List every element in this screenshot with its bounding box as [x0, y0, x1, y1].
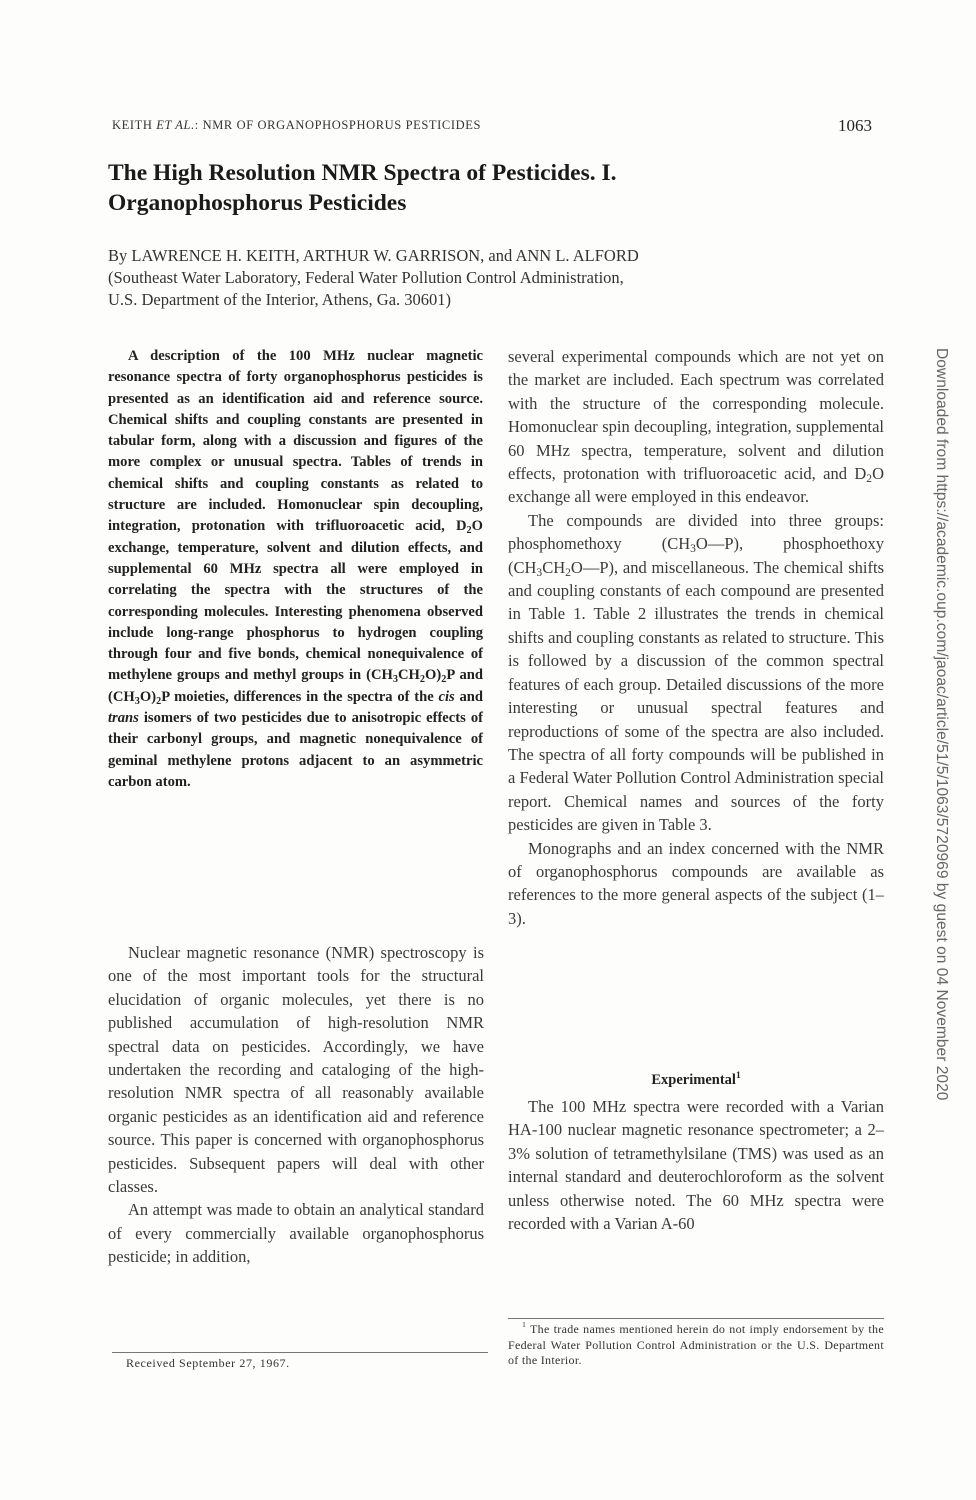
footnote-marker: 1 — [735, 1071, 741, 1081]
footnote — [508, 1322, 884, 1369]
footnote-number: 1 — [522, 1320, 527, 1329]
experimental-heading: Experimental$^1$ — [651, 1071, 741, 1088]
trans-term: trans — [108, 710, 139, 727]
body-paragraph-3: The compounds are divided into three groups: phosphomethoxy $(CH_3O—P)$, phosphoethoxy $(CH_3CH_2O—P)$, and miscellaneous. The chemical shifts and coupling constants of each compound are presented in Table 1. Table 2 illustrates the trends in chemical shifts and coupling constants as related to structure. This is followed by a discussion of the common spectral features of each group. Detailed discussions of the more interesting or unusual spectral features and reproductions of some of the spectra are also included. The spectra of all forty compounds will be published in a Federal Water Pollution Control Administration special report. Chemical names and sources of the forty pesticides are given in Table 3. — [508, 510, 884, 835]
experimental-section — [508, 1095, 884, 1235]
running-head — [112, 118, 481, 133]
body-column-right — [508, 345, 884, 930]
abstract — [108, 346, 483, 793]
running-head-suffix: : NMR OF ORGANOPHOSPHORUS PESTICIDES — [194, 118, 482, 132]
experimental-paragraph-1: The 100 MHz spectra were recorded with a Varian HA-100 nuclear magnetic resonance spectrometer; a 2–3% solution of tetramethylsilane (TMS) was used as an internal standard and deuterochloroform as the solvent unless otherwise noted. The 60 MHz spectra were recorded with a Varian A-60 — [508, 1097, 884, 1234]
author-list: By LAWRENCE H. KEITH, ARTHUR W. GARRISON, and ANN L. ALFORD — [108, 246, 639, 265]
running-head-prefix: KEITH — [112, 118, 157, 132]
page-number: 1063 — [838, 116, 872, 135]
body-paragraph-2: An attempt was made to obtain an analytical standard of every commercially available organophosphorus pesticide; in addition, — [108, 1200, 484, 1267]
title-line-2: Organophosphorus Pesticides — [108, 190, 407, 216]
article-title — [108, 158, 828, 218]
title-line-1: The High Resolution NMR Spectra of Pesticides. I. — [108, 160, 617, 186]
affiliation-line-1: (Southeast Water Laboratory, Federal Water Pollution Control Administration, — [108, 268, 624, 287]
cis-term: cis — [438, 688, 455, 705]
affiliation-line-2: U.S. Department of the Interior, Athens, Ga. 30601) — [108, 290, 452, 309]
download-watermark: Downloaded from https://academic.oup.com/jaoac/article/51/5/1063/5720969 by guest on 04 November 2020 — [933, 348, 950, 1101]
body-paragraph-4: Monographs and an index concerned with the NMR of organophosphorus compounds are available as references to the more general aspects of the subject (1–3). — [508, 838, 884, 928]
footnote-rule-right — [508, 1318, 884, 1319]
running-head-etal: ET AL. — [156, 118, 195, 132]
body-paragraph-2-continued: several experimental compounds which are not yet on the market are included. Each spectrum was correlated with the structure of the corresponding molecule. Homonuclear spin decoupling, integration, supplemental 60 MHz spectra, temperature, solvent and dilution effects, protonation with trifluoroacetic acid, and $D_2O$ exchange all were employed in this endeavor. — [508, 347, 884, 507]
body-column-left — [108, 941, 484, 1269]
footnote-rule-left — [112, 1352, 488, 1353]
byline — [108, 245, 868, 311]
body-paragraph-1: Nuclear magnetic resonance (NMR) spectroscopy is one of the most important tools for the structural elucidation of organic molecules, yet there is no published accumulation of high-resolution NMR spectral data on pesticides. Accordingly, we have undertaken the recording and cataloging of the high-resolution NMR spectra of all reasonably available organic pesticides as an identification aid and reference source. This paper is concerned with organophosphorus pesticides. Subsequent papers will deal with other classes. — [108, 943, 484, 1197]
abstract-paragraph: A description of the 100 MHz nuclear magnetic resonance spectra of forty organophosphorus pesticides is presented as an identification aid and reference source. Chemical shifts and coupling constants are presented in tabular form, along with a discussion and figures of the more complex or unusual spectra. Tables of trends in chemical shifts and coupling constants as related to structure are included. Homonuclear spin decoupling, integration, protonation with trifluoroacetic acid, $D_2O$ exchange, temperature, solvent and dilution effects, and supplemental 60 MHz spectra all were employed in correlating the spectra with the structures of the corresponding molecules. Interesting phenomena observed include long-range phosphorus to hydrogen coupling through four and five bonds, chemical nonequivalence of methylene groups and methyl groups in $(CH_3CH_2O)_2P$ and $(CH_3O)_2P$ moieties, differences in the spectra of the cis and trans isomers of two pesticides due to anisotropic effects of their carbonyl groups, and magnetic nonequivalence of geminal methylene protons adjacent to an asymmetric carbon atom. — [108, 348, 483, 790]
received-date: Received September 27, 1967. — [126, 1356, 290, 1370]
footnote-text: The trade names mentioned herein do not imply endorsement by the Federal Water Pollution Control Administration or the U.S. Department of the Interior. — [508, 1322, 884, 1367]
